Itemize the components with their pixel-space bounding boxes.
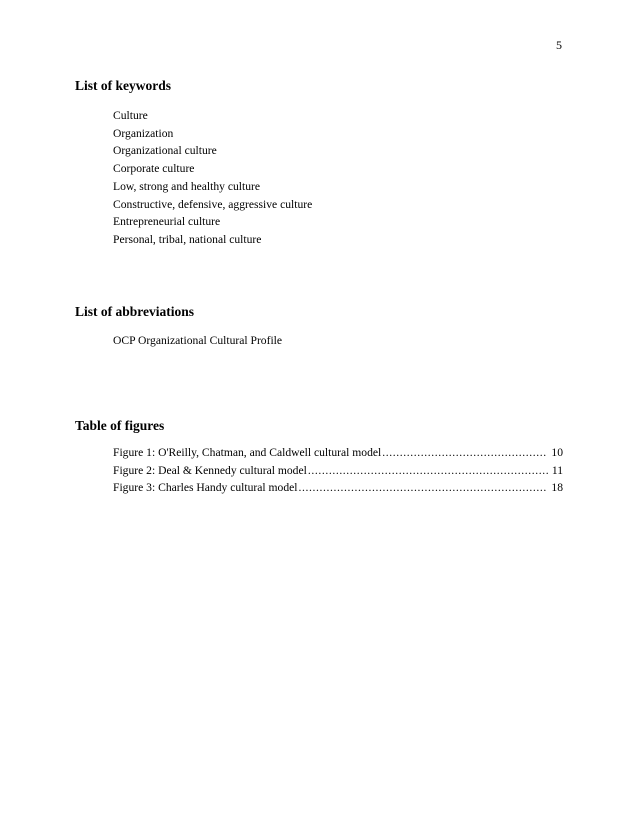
keyword-item: Organization (113, 126, 174, 140)
keyword-item: Corporate culture (113, 162, 195, 176)
figure-page-number: 10 (551, 446, 563, 459)
abbreviations-heading: List of abbreviations (75, 304, 195, 319)
figure-label: Figure 1: O'Reilly, Chatman, and Caldwell cultural model (113, 446, 382, 459)
keyword-item: Personal, tribal, national culture (113, 232, 262, 246)
keyword-item: Entrepreneurial culture (113, 215, 221, 229)
dot-leader (308, 462, 548, 480)
abbreviations-list (113, 332, 282, 350)
page-number: 5 (556, 38, 562, 52)
figure-entry[interactable] (113, 444, 563, 462)
abbreviation-item: OCP Organizational Cultural Profile (113, 334, 283, 347)
figure-page-number: 18 (551, 481, 563, 495)
figures-heading: Table of figures (75, 418, 165, 433)
keyword-item: Culture (113, 109, 148, 122)
keywords-list (113, 107, 312, 249)
figure-page-number: 11 (551, 463, 563, 477)
keywords-heading: List of keywords (75, 78, 172, 93)
figure-label: Figure 3: Charles Handy cultural model (113, 481, 298, 495)
keyword-item: Constructive, defensive, aggressive culture (113, 197, 313, 211)
figures-list (113, 444, 563, 497)
figure-label: Figure 2: Deal & Kennedy cultural model (113, 463, 307, 477)
figure-entry[interactable] (113, 462, 563, 480)
keyword-item: Low, strong and healthy culture (113, 179, 261, 193)
keyword-item: Organizational culture (113, 144, 217, 158)
dot-leader (299, 479, 548, 497)
dot-leader (382, 444, 547, 462)
figure-entry[interactable] (113, 479, 563, 497)
